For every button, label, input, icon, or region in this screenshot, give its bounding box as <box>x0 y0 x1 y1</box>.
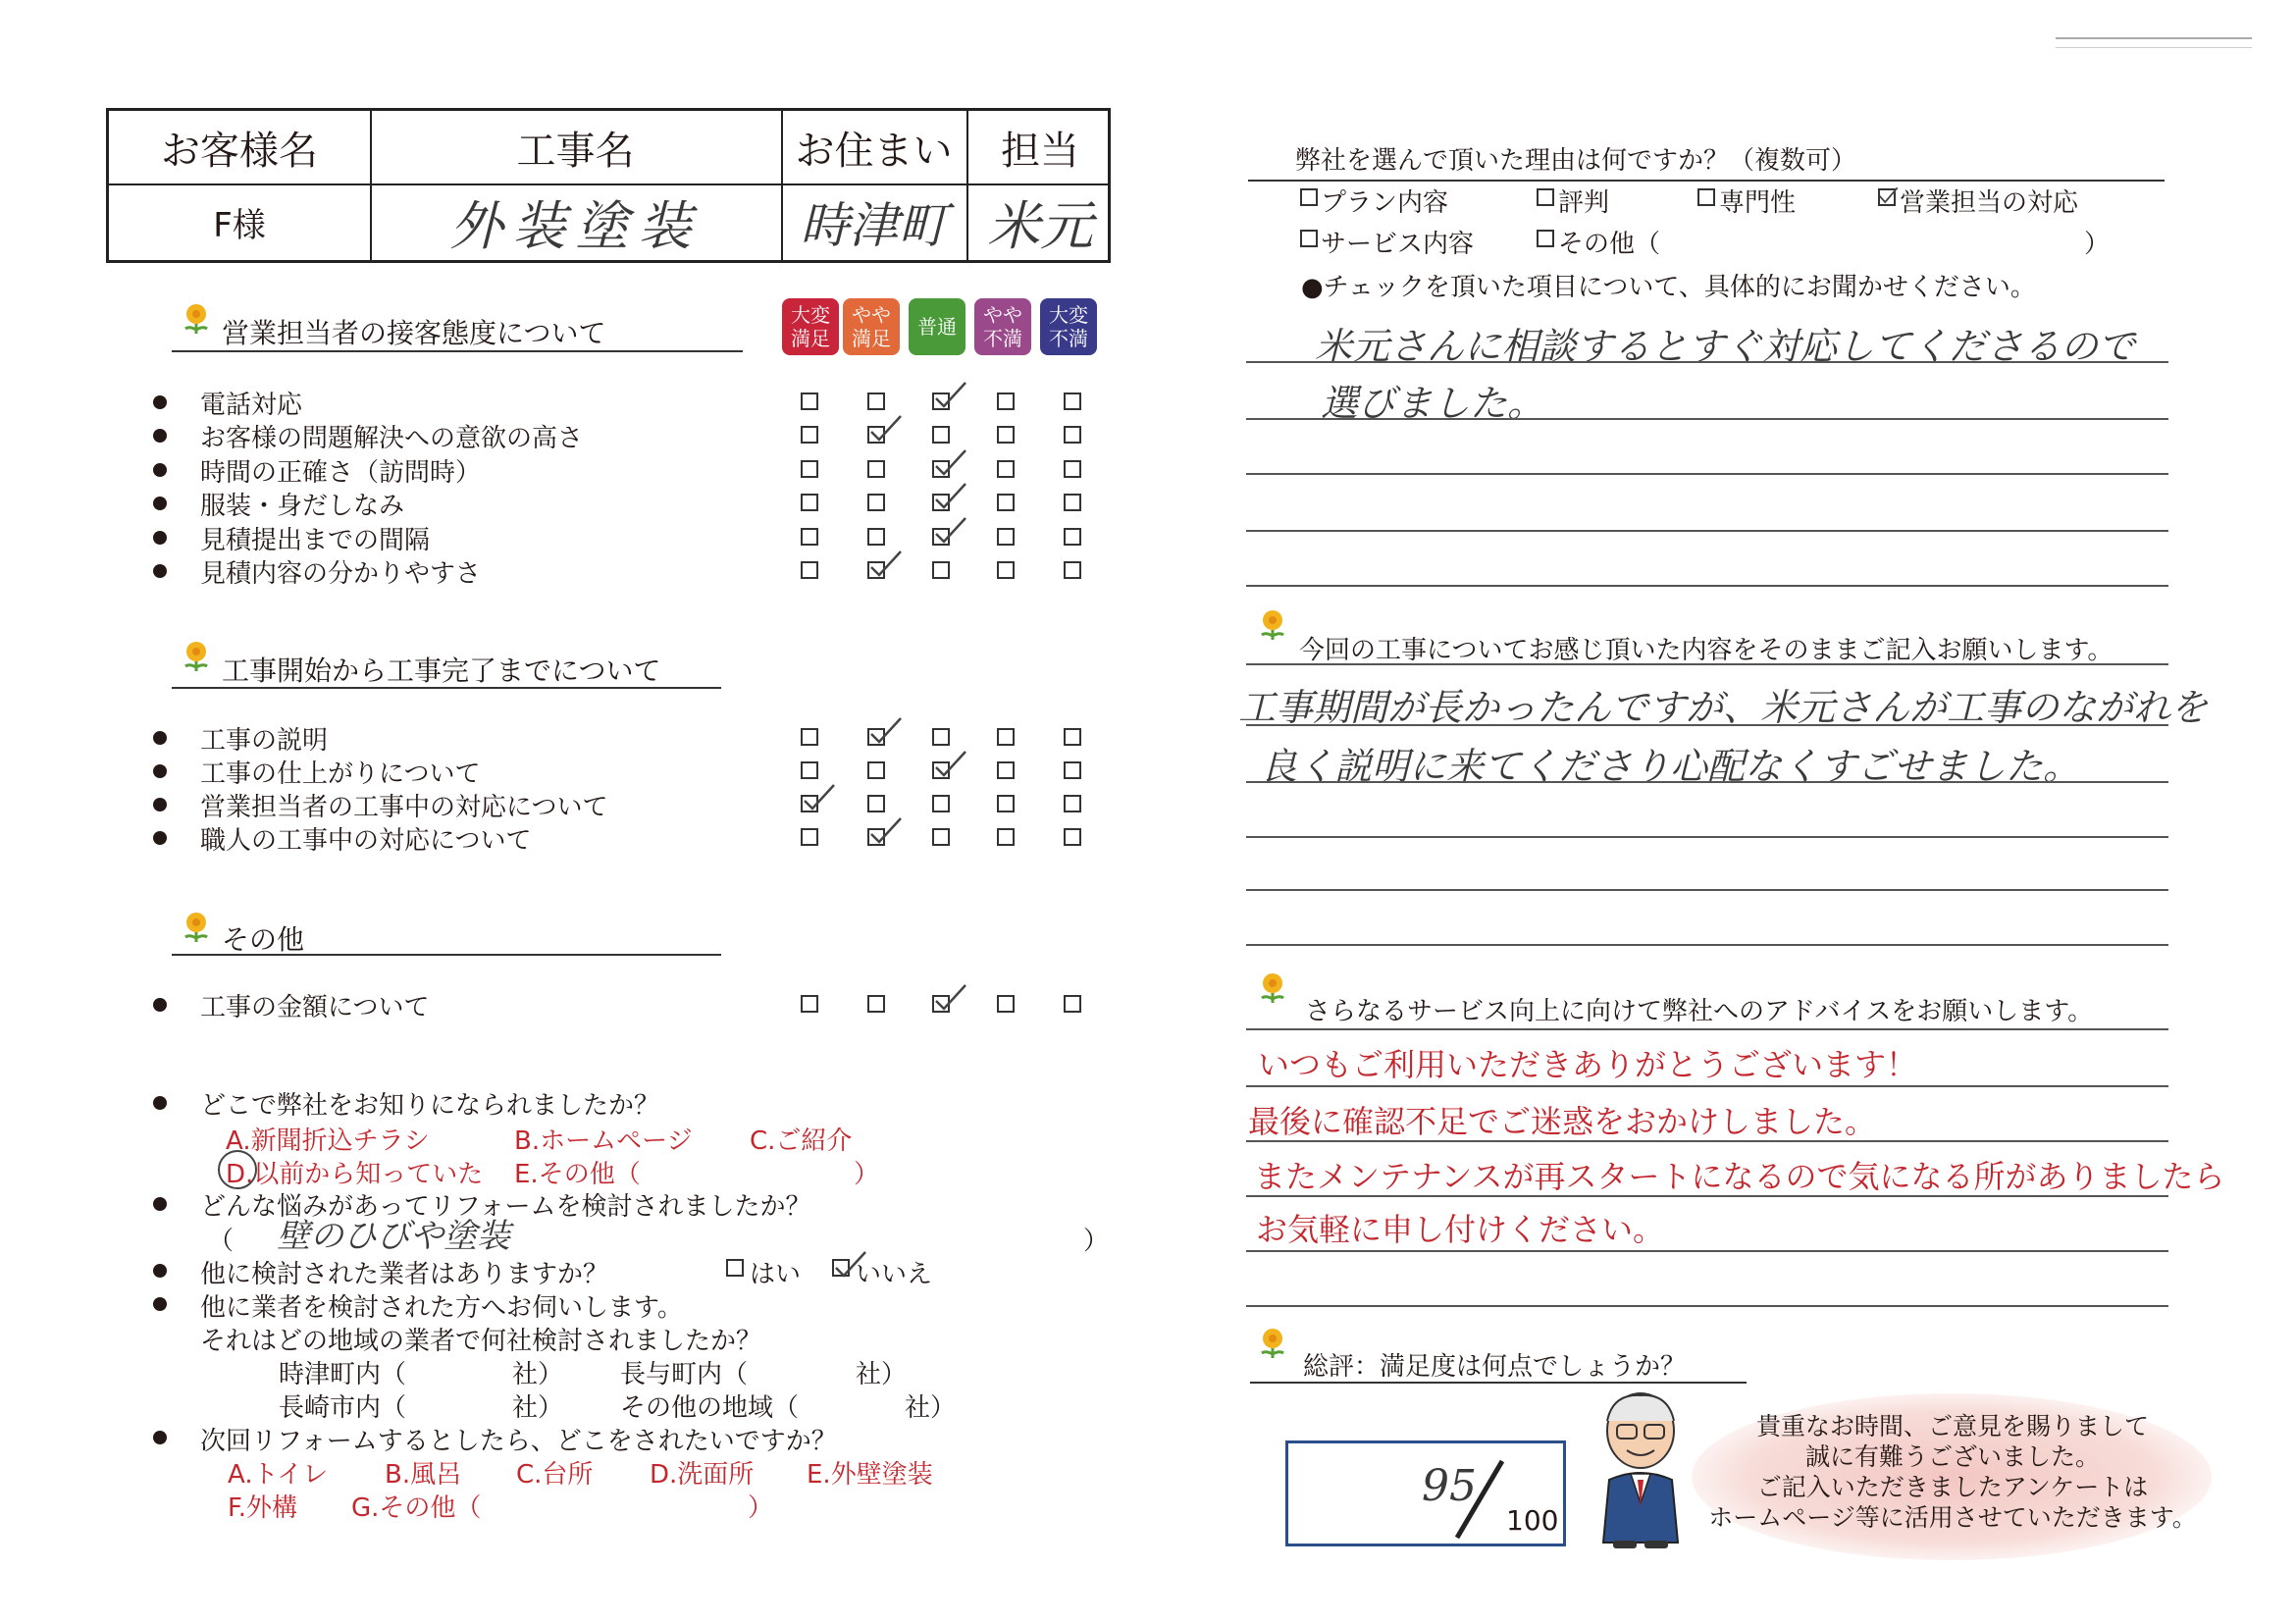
check-mark-icon <box>930 981 969 1015</box>
bullet <box>153 1297 167 1311</box>
q-other-yes-checkbox[interactable] <box>726 1259 744 1277</box>
section3-rating-checkbox[interactable] <box>997 995 1015 1013</box>
section1-item-label: お客様の問題解決への意欲の高さ <box>200 424 584 454</box>
area-tokitsu: 時津町内（ <box>279 1360 407 1389</box>
section1-rating-checkbox[interactable] <box>1064 561 1081 579</box>
q-found-opt-e-close: ） <box>854 1160 880 1189</box>
section3-rule <box>172 954 721 956</box>
section1-rating-checkbox[interactable] <box>1064 426 1081 444</box>
header-table <box>106 108 1111 263</box>
bullet <box>153 1096 167 1110</box>
q-found-opt-b: B.ホームページ <box>514 1126 693 1156</box>
q-found-opt-e: E.その他（ <box>514 1160 641 1189</box>
q-worry-answer: 壁のひびや塗装 <box>277 1217 510 1256</box>
impression-answer-2: 良く説明に来てくださり心配なくすごせました。 <box>1260 745 2081 788</box>
q-other-text: 他に検討された業者はありますか？ <box>200 1260 609 1289</box>
section3-title: その他 <box>222 923 305 956</box>
q-next-opt-d: D.洗面所 <box>650 1460 755 1490</box>
thanks-line-4: ホームページ等に活用させていただきます。 <box>1708 1503 2197 1532</box>
write-line <box>1246 1140 2168 1142</box>
q-next-opt-e: E.外壁塗装 <box>807 1460 933 1490</box>
section2-rating-checkbox[interactable] <box>932 828 950 846</box>
check-mark-icon <box>865 412 905 445</box>
section2-item-label: 職人の工事中の対応について <box>200 826 532 856</box>
flower-icon <box>1258 971 1287 1005</box>
reason-reputation-checkbox[interactable] <box>1537 188 1554 206</box>
section1-rating-checkbox[interactable] <box>867 460 885 478</box>
write-line <box>1246 1195 2168 1197</box>
bullet <box>153 395 167 409</box>
bullet <box>153 798 167 812</box>
rating-header-2: やや 満足 <box>843 298 900 355</box>
section3-rating-checkbox[interactable] <box>1064 995 1081 1013</box>
section1-rating-checkbox[interactable] <box>867 494 885 511</box>
section2-item-label: 工事の仕上がりについて <box>200 759 481 789</box>
thanks-text <box>1688 1411 2218 1533</box>
q-worry-text: どんな悩みがあってリフォームを検討されましたか？ <box>200 1192 811 1222</box>
q-next-opt-c: C.台所 <box>516 1460 594 1490</box>
check-mark-icon <box>865 548 905 581</box>
section1-rating-checkbox[interactable] <box>997 561 1015 579</box>
q-found-text: どこで弊社をお知りになられましたか？ <box>200 1091 660 1121</box>
thanks-line-3: ご記入いただきましたアンケートは <box>1756 1473 2149 1501</box>
reason-other: その他（ <box>1558 230 1661 259</box>
write-line <box>1246 1250 2168 1252</box>
area-nagayo: 長与町内（ <box>620 1360 749 1389</box>
write-line <box>1246 1305 2168 1307</box>
section1-rating-checkbox[interactable] <box>1064 393 1081 410</box>
write-line <box>1246 361 2168 363</box>
residence-value: 時津町 <box>800 197 948 254</box>
overall-rule <box>1250 1382 1747 1384</box>
impression-title: 今回の工事についてお感じ頂いた内容をそのままご記入お願いします。 <box>1299 636 2113 665</box>
advice-reply-2: 最後に確認不足でご迷惑をおかけしました。 <box>1248 1103 1877 1140</box>
section1-rating-checkbox[interactable] <box>932 561 950 579</box>
section2-rating-checkbox[interactable] <box>867 761 885 779</box>
section1-rating-checkbox[interactable] <box>1064 528 1081 546</box>
corner-mark <box>2056 37 2252 39</box>
section1-rating-checkbox[interactable] <box>997 528 1015 546</box>
reason-plan: プラン内容 <box>1321 188 1449 218</box>
area-other: その他の地域（ <box>620 1393 800 1423</box>
rating-header-4: やや 不満 <box>974 298 1031 355</box>
section2-rating-checkbox[interactable] <box>997 828 1015 846</box>
reason-question: 弊社を選んで頂いた理由は何ですか？（複数可） <box>1295 146 1857 176</box>
write-line <box>1246 473 2168 475</box>
area-tokitsu-sha: 社） <box>512 1360 564 1389</box>
reason-reputation: 評判 <box>1558 188 1610 218</box>
q-next-opt-a: A.トイレ <box>228 1460 329 1490</box>
section2-rating-checkbox[interactable] <box>1064 728 1081 746</box>
header-customer: お客様名 <box>161 128 318 174</box>
bullet <box>153 1197 167 1211</box>
section3-item-label: 工事の金額について <box>200 993 430 1022</box>
section1-rating-checkbox[interactable] <box>997 393 1015 410</box>
advice-reply-3: またメンテナンスが再スタートになるので気になる所がありましたら <box>1254 1158 2225 1195</box>
area-nagasaki-sha: 社） <box>512 1393 564 1423</box>
write-line <box>1246 889 2168 891</box>
section2-rating-checkbox[interactable] <box>867 795 885 812</box>
flower-icon <box>1258 608 1287 642</box>
q-worry-open: （ <box>208 1227 235 1256</box>
area-nagasaki: 長崎市内（ <box>279 1393 407 1423</box>
section1-rating-checkbox[interactable] <box>801 561 818 579</box>
q-other-yes: はい <box>750 1260 802 1289</box>
bullet <box>153 429 167 443</box>
reason-detail-prompt: ●チェックを頂いた項目について、具体的にお聞かせください。 <box>1301 273 2036 302</box>
write-line <box>1246 663 2168 665</box>
check-mark-icon <box>930 446 969 480</box>
section1-rating-checkbox[interactable] <box>932 426 950 444</box>
section1-rating-checkbox[interactable] <box>801 494 818 511</box>
bullet <box>153 1264 167 1278</box>
check-mark-icon <box>930 480 969 513</box>
section2-rating-checkbox[interactable] <box>1064 761 1081 779</box>
section2-rating-checkbox[interactable] <box>932 728 950 746</box>
bullet <box>153 998 167 1012</box>
section1-rating-checkbox[interactable] <box>997 494 1015 511</box>
write-line <box>1246 530 2168 532</box>
write-line <box>1246 1085 2168 1087</box>
reason-service-checkbox[interactable] <box>1300 230 1318 247</box>
section1-item-label: 服装・身だしなみ <box>200 492 405 522</box>
q-area-line2: それはどの地域の業者で何社検討されましたか？ <box>200 1327 762 1356</box>
check-mark-icon <box>799 781 838 814</box>
score-value: 95 <box>1422 1461 1477 1511</box>
staff-value: 米元 <box>987 194 1093 257</box>
section1-rating-checkbox[interactable] <box>801 393 818 410</box>
reason-sales: 営業担当の対応 <box>1900 188 2079 218</box>
section2-rating-checkbox[interactable] <box>801 761 818 779</box>
section2-rating-checkbox[interactable] <box>997 761 1015 779</box>
section3-rating-checkbox[interactable] <box>867 995 885 1013</box>
rating-header-5: 大変 不満 <box>1040 298 1097 355</box>
bullet <box>153 731 167 745</box>
q-next-opt-g: G.その他（ <box>351 1493 482 1523</box>
section1-rating-checkbox[interactable] <box>1064 460 1081 478</box>
check-mark-icon <box>865 714 905 748</box>
flower-icon <box>182 302 211 336</box>
advice-reply-4: お気軽に申し付けください。 <box>1256 1211 1665 1248</box>
write-line <box>1246 944 2168 946</box>
q-found-opt-a: A.新聞折込チラシ <box>226 1126 430 1156</box>
q-area-line1: 他に業者を検討された方へお伺いします。 <box>200 1293 683 1323</box>
circle-mark <box>218 1150 257 1189</box>
check-mark-icon <box>930 748 969 781</box>
reason-rule <box>1248 180 2165 182</box>
q-worry-close: ） <box>1083 1227 1110 1256</box>
reason-service: サービス内容 <box>1321 230 1475 259</box>
section1-rating-checkbox[interactable] <box>801 426 818 444</box>
advice-reply-1: いつもご利用いただきありがとうございます！ <box>1258 1046 1918 1083</box>
reason-plan-checkbox[interactable] <box>1300 188 1318 206</box>
bullet <box>153 497 167 510</box>
reason-answer-1: 米元さんに相談するとすぐ対応してくださるので <box>1315 325 2136 368</box>
reason-answer-2: 選びました。 <box>1321 382 1545 425</box>
section2-title: 工事開始から工事完了までについて <box>222 654 661 687</box>
customer-name: F様 <box>213 205 266 245</box>
score-max: 100 <box>1506 1504 1559 1537</box>
section2-rating-checkbox[interactable] <box>997 795 1015 812</box>
impression-answer-1: 工事期間が長かったんですが、米元さんが工事のながれを <box>1238 686 2209 729</box>
write-line <box>1246 781 2168 783</box>
rating-header-3: 普通 <box>909 298 965 355</box>
advice-title: さらなるサービス向上に向けて弊社へのアドバイスをお願いします。 <box>1305 997 2094 1026</box>
section1-rating-checkbox[interactable] <box>997 426 1015 444</box>
bullet <box>153 1431 167 1444</box>
check-mark-icon <box>865 814 905 848</box>
write-line <box>1246 836 2168 838</box>
reason-expertise-checkbox[interactable] <box>1697 188 1715 206</box>
bullet <box>153 564 167 578</box>
reason-other-close: ） <box>2084 230 2111 259</box>
section1-rating-checkbox[interactable] <box>801 460 818 478</box>
thanks-line-1: 貴重なお時間、ご意見を賜りまして <box>1755 1412 2149 1440</box>
bullet <box>153 531 167 545</box>
section1-rating-checkbox[interactable] <box>867 393 885 410</box>
header-residence: お住まい <box>795 128 953 174</box>
section1-item-label: 見積内容の分かりやすさ <box>200 559 482 589</box>
section1-item-label: 見積提出までの間隔 <box>200 525 431 555</box>
q-next-opt-b: B.風呂 <box>385 1460 462 1490</box>
q-next-text: 次回リフォームするとしたら、どこをされたいですか？ <box>200 1427 837 1456</box>
bullet <box>153 831 167 845</box>
section2-rule <box>172 687 721 689</box>
section2-rating-checkbox[interactable] <box>1064 795 1081 812</box>
check-mark-icon <box>930 514 969 548</box>
section2-item-label: 工事の説明 <box>200 726 329 756</box>
bullet <box>153 463 167 477</box>
write-line <box>1246 585 2168 587</box>
section1-rating-checkbox[interactable] <box>997 460 1015 478</box>
section1-item-label: 時間の正確さ（訪問時） <box>200 457 482 488</box>
reason-other-checkbox[interactable] <box>1537 230 1554 247</box>
write-line <box>1246 1028 2168 1030</box>
mascot-figure <box>1584 1386 1697 1550</box>
check-mark-icon <box>1874 183 1902 208</box>
area-other-sha: 社） <box>905 1393 957 1423</box>
project-name: 外装塗装 <box>449 194 702 257</box>
bullet <box>153 764 167 778</box>
section2-rating-checkbox[interactable] <box>997 728 1015 746</box>
rating-header-1: 大変 満足 <box>782 298 839 355</box>
section1-rating-checkbox[interactable] <box>801 528 818 546</box>
flower-icon <box>182 640 211 673</box>
area-nagayo-sha: 社） <box>856 1360 908 1389</box>
section2-rating-checkbox[interactable] <box>801 728 818 746</box>
section1-rule <box>172 350 743 352</box>
section3-rating-checkbox[interactable] <box>801 995 818 1013</box>
q-other-no: いいえ <box>856 1260 933 1289</box>
section1-title: 営業担当者の接客態度について <box>222 317 606 349</box>
section2-rating-checkbox[interactable] <box>801 828 818 846</box>
q-next-opt-f: F.外構 <box>228 1493 298 1523</box>
write-line <box>1246 724 2168 726</box>
section2-rating-checkbox[interactable] <box>932 795 950 812</box>
thanks-line-2: 誠に有難うございました。 <box>1804 1442 2100 1471</box>
write-line <box>1246 418 2168 420</box>
section1-rating-checkbox[interactable] <box>1064 494 1081 511</box>
header-project: 工事名 <box>516 128 635 174</box>
q-found-opt-d: D.以前から知っていた <box>226 1160 484 1189</box>
flower-icon <box>1258 1327 1287 1360</box>
check-mark-icon <box>930 379 969 412</box>
header-staff: 担当 <box>1001 128 1079 174</box>
q-next-opt-g-close: ） <box>748 1493 774 1523</box>
section2-rating-checkbox[interactable] <box>1064 828 1081 846</box>
score-slash <box>1445 1457 1514 1542</box>
section1-item-label: 電話対応 <box>200 391 303 420</box>
flower-icon <box>182 911 211 944</box>
score-box <box>1285 1440 1566 1546</box>
section2-item-label: 営業担当者の工事中の対応について <box>200 793 608 822</box>
section1-rating-checkbox[interactable] <box>867 528 885 546</box>
corner-mark-2 <box>2056 47 2252 48</box>
reason-expertise: 専門性 <box>1719 188 1797 218</box>
q-found-opt-c: C.ご紹介 <box>750 1126 853 1156</box>
overall-title: 総評：満足度は何点でしょうか？ <box>1303 1352 1687 1382</box>
